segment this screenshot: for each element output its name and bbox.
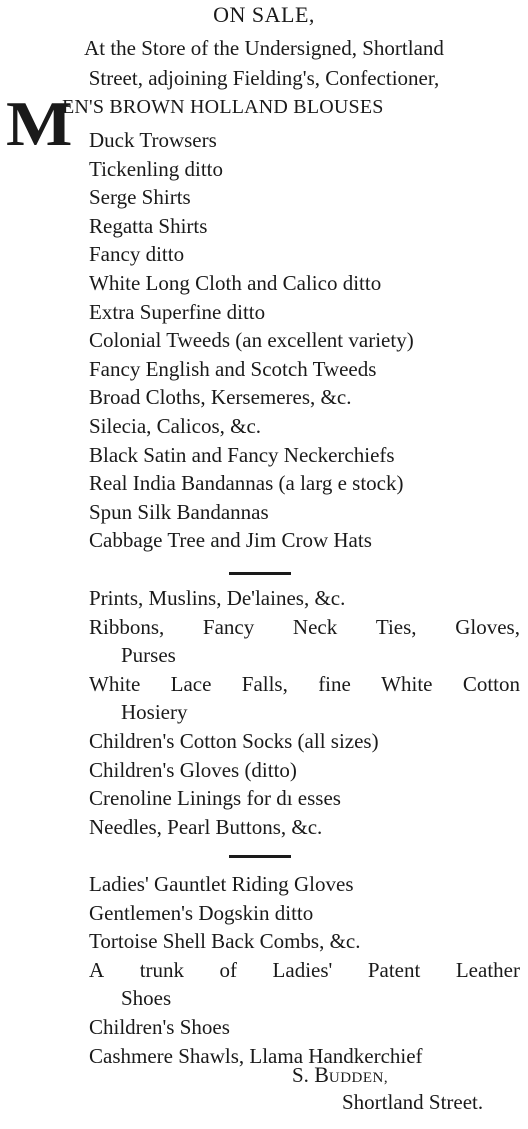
word: Ladies' bbox=[272, 957, 333, 982]
list-item: Ladies' Gauntlet Riding Gloves bbox=[89, 872, 354, 896]
list-item: Spun Silk Bandannas bbox=[89, 499, 269, 524]
word: trunk bbox=[139, 957, 185, 982]
signature-name bbox=[292, 1062, 388, 1088]
continuation-text: Purses bbox=[121, 643, 176, 668]
word: fine bbox=[318, 671, 351, 696]
word: of bbox=[219, 957, 238, 982]
continuation-text: Hosiery bbox=[121, 700, 188, 725]
list-item: Cabbage Tree and Jim Crow Hats bbox=[89, 528, 372, 553]
list-item-continuation bbox=[0, 984, 528, 1013]
list-item: Extra Superfine ditto bbox=[89, 299, 266, 324]
list-item: Fancy ditto bbox=[89, 242, 185, 267]
list-item: Prints, Muslins, De'laines, &c. bbox=[89, 586, 346, 610]
signature-initial: S. bbox=[292, 1063, 309, 1087]
list-item: Tickenling ditto bbox=[89, 156, 223, 181]
signature-surname-initial: B bbox=[314, 1062, 329, 1087]
list-item: Broad Cloths, Kersemeres, &c. bbox=[89, 385, 352, 410]
list-item: Children's Shoes bbox=[89, 1014, 230, 1039]
heading: ON SALE, bbox=[213, 2, 315, 27]
lead-item: EN'S BROWN HOLLAND BLOUSES bbox=[62, 96, 384, 118]
word: Ribbons, bbox=[89, 614, 165, 639]
word: A bbox=[89, 957, 105, 982]
list-item: Cashmere Shawls, Llama Handkerchief bbox=[89, 1043, 423, 1068]
list-item: Crenoline Linings for dı esses bbox=[89, 786, 341, 811]
list-item: Silecia, Calicos, &c. bbox=[89, 413, 262, 438]
list-item bbox=[0, 956, 528, 985]
word: Leather bbox=[455, 957, 520, 982]
item-list-3 bbox=[0, 870, 528, 1070]
word: Fancy bbox=[202, 614, 255, 639]
word: Patent bbox=[367, 957, 421, 982]
section-divider bbox=[229, 572, 291, 575]
list-item: Tortoise Shell Back Combs, &c. bbox=[89, 929, 361, 954]
list-item bbox=[0, 613, 528, 642]
list-item: White Long Cloth and Calico ditto bbox=[89, 270, 382, 295]
word: Lace bbox=[170, 671, 212, 696]
list-item: Colonial Tweeds (an excellent variety) bbox=[89, 328, 414, 353]
item-list-2 bbox=[0, 584, 528, 841]
list-item: Gentlemen's Dogskin ditto bbox=[89, 900, 314, 925]
word: White bbox=[89, 671, 141, 696]
item-list-1 bbox=[0, 126, 528, 555]
signature-surname-rest: UDDEN, bbox=[328, 1070, 389, 1086]
list-item: Duck Trowsers bbox=[89, 128, 217, 152]
list-item: Fancy English and Scotch Tweeds bbox=[89, 356, 377, 381]
list-item: Children's Cotton Socks (all sizes) bbox=[89, 728, 379, 753]
justified-line bbox=[89, 956, 520, 985]
list-item: Black Satin and Fancy Neckerchiefs bbox=[89, 442, 395, 467]
list-item-continuation bbox=[0, 641, 528, 670]
section-divider bbox=[229, 855, 291, 858]
list-item: Real India Bandannas (a larg e stock) bbox=[89, 471, 404, 496]
continuation-text: Shoes bbox=[121, 986, 172, 1011]
list-item: Regatta Shirts bbox=[89, 213, 208, 238]
word: Falls, bbox=[241, 671, 288, 696]
list-item: Children's Gloves (ditto) bbox=[89, 757, 297, 782]
word: Neck bbox=[292, 614, 338, 639]
list-item: Serge Shirts bbox=[89, 185, 191, 210]
list-item: Needles, Pearl Buttons, &c. bbox=[89, 814, 323, 839]
word: Gloves, bbox=[455, 614, 520, 639]
signature-place: Shortland Street. bbox=[342, 1090, 484, 1114]
justified-line bbox=[89, 670, 520, 699]
word: White bbox=[381, 671, 433, 696]
address-line-1: At the Store of the Undersigned, Shortland bbox=[84, 36, 444, 60]
list-item-continuation bbox=[0, 698, 528, 727]
drop-cap: M bbox=[6, 88, 73, 159]
address-line-2: Street, adjoining Fielding's, Confectioner, bbox=[88, 66, 440, 90]
word: Cotton bbox=[462, 671, 520, 696]
word: Ties, bbox=[375, 614, 417, 639]
list-item bbox=[0, 670, 528, 699]
justified-line bbox=[89, 613, 520, 642]
